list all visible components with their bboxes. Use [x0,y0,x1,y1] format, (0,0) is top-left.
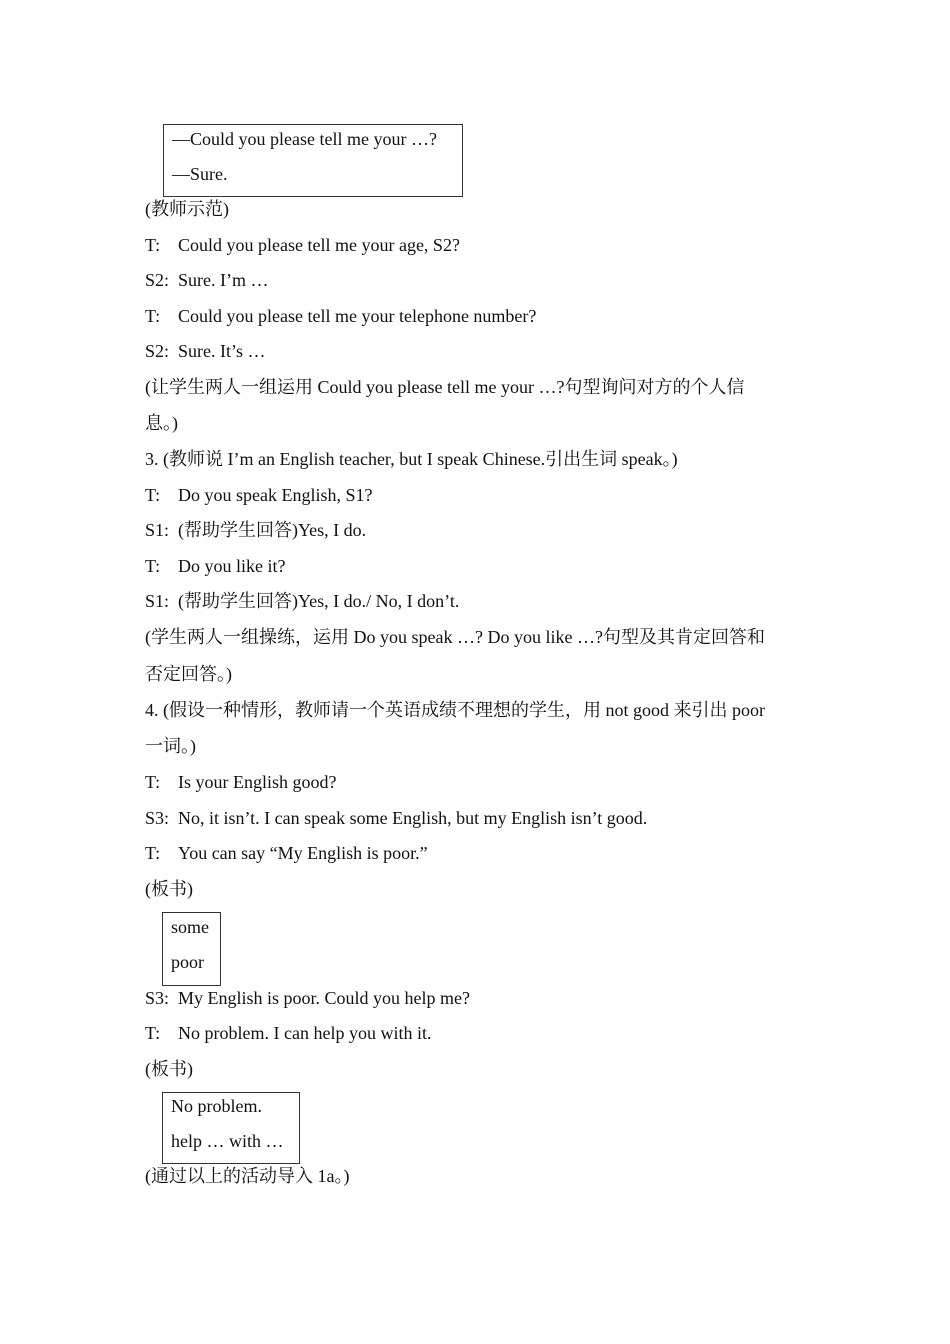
speaker-label: S3: [145,988,170,1008]
line-text: You can say “My English is poor.” [178,843,428,863]
dialogue-line [145,548,285,584]
dialogue-line [145,512,366,548]
line-text: Do you speak English, S1? [178,485,373,505]
blackboard-box [162,912,221,986]
speaker-label: T: [145,772,161,792]
line-text: (教师示范) [145,199,229,219]
dialogue-line [145,764,336,800]
line-text: (通过以上的活动导入 1a。) [145,1166,350,1186]
box-line: —Sure. [172,164,228,184]
dialogue-line [145,835,428,871]
text-line [145,369,744,405]
text-line [145,871,193,907]
dialogue-line [145,477,372,513]
speaker-label: S1: [145,591,170,611]
line-text: Is your English good? [178,772,337,792]
dialogue-line [145,298,536,334]
text-line [145,405,178,441]
speaker-label: S2: [145,270,170,290]
line-text: (帮助学生回答)Yes, I do. [178,520,367,540]
speaker-label: S3: [145,808,170,828]
text-line [145,656,232,692]
dialogue-line [145,583,459,619]
line-text: 否定回答。) [145,664,232,684]
dialogue-line [145,1015,431,1051]
text-line [145,728,196,764]
speaker-label: S1: [145,520,170,540]
box-line: poor [171,952,204,972]
speaker-label: T: [145,235,161,255]
line-text: (板书) [145,879,193,899]
box-line: some [171,917,209,937]
line-text: Could you please tell me your age, S2? [178,235,460,255]
line-text: 一词。) [145,736,196,756]
line-text: Do you like it? [178,556,286,576]
line-text: 4. (假设一种情形，教师请一个英语成绩不理想的学生，用 not good 来引出 poor [145,700,765,720]
dialogue-line [145,333,266,369]
text-line [145,441,678,477]
box-line: help … with … [171,1131,284,1151]
line-text: No, it isn’t. I can speak some English, but my English isn’t good. [178,808,648,828]
speaker-label: T: [145,843,161,863]
line-text: Could you please tell me your telephone number? [178,306,537,326]
speaker-label: T: [145,1023,161,1043]
box-line: No problem. [171,1096,262,1116]
line-text: My English is poor. Could you help me? [178,988,470,1008]
line-text: Sure. I’m … [178,270,269,290]
line-text: (学生两人一组操练，运用 Do you speak …? Do you like …?句型及其肯定回答和 [145,627,765,647]
text-line [145,191,229,227]
example-sentence-box [163,124,463,197]
text-line [145,1051,193,1087]
text-line [145,1158,349,1194]
text-line [145,692,765,728]
blackboard-box [162,1092,300,1164]
dialogue-line [145,227,460,263]
box-line: —Could you please tell me your …? [172,129,437,149]
line-text: 息。) [145,413,178,433]
line-text: (让学生两人一组运用 Could you please tell me your …?句型询问对方的个人信 [145,377,745,397]
line-text: 3. (教师说 I’m an English teacher, but I speak Chinese.引出生词 speak。) [145,449,678,469]
line-text: No problem. I can help you with it. [178,1023,432,1043]
dialogue-line [145,800,647,836]
dialogue-line [145,980,470,1016]
line-text: (板书) [145,1059,193,1079]
speaker-label: T: [145,485,161,505]
text-line [145,619,765,655]
speaker-label: T: [145,556,161,576]
speaker-label: T: [145,306,161,326]
line-text: (帮助学生回答)Yes, I do./ No, I don’t. [178,591,460,611]
line-text: Sure. It’s … [178,341,266,361]
speaker-label: S2: [145,341,170,361]
dialogue-line [145,262,268,298]
